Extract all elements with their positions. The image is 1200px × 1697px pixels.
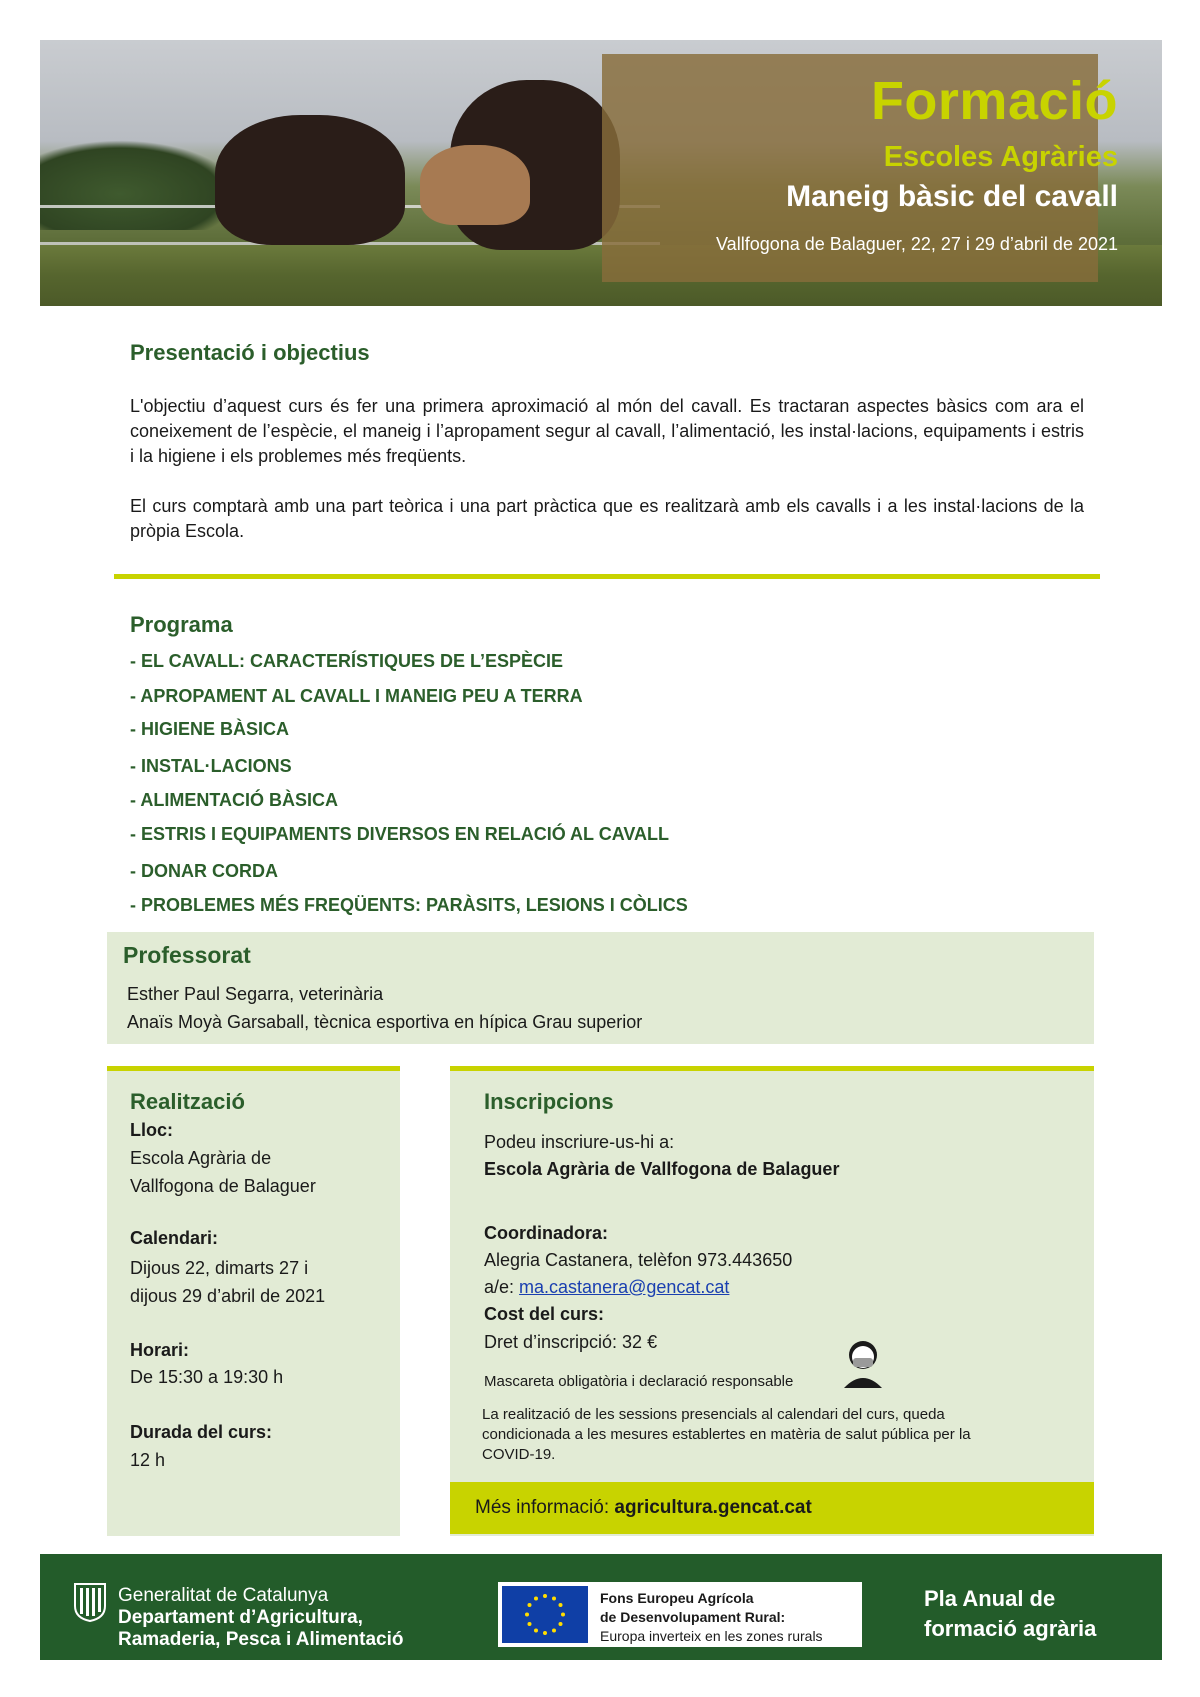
teacher-2: Anaïs Moyà Garsaball, tècnica esportiva en hípica Grau superior: [127, 1012, 643, 1032]
eu-fund-line-2: de Desenvolupament Rural:: [600, 1609, 786, 1625]
coordinator-label: Coordinadora:: [484, 1223, 608, 1243]
program-item: - APROPAMENT AL CAVALL I MANEIG PEU A TERRA: [130, 686, 583, 706]
presentation-heading: Presentació i objectius: [130, 340, 370, 365]
gov-name: Generalitat de Catalunya: [118, 1585, 329, 1606]
teachers-heading: Professorat: [123, 942, 251, 968]
mask-note: Mascareta obligatòria i declaració responsable: [484, 1373, 794, 1390]
registration-intro: Podeu inscriure-us-hi a:: [484, 1132, 675, 1152]
program-item: - EL CAVALL: CARACTERÍSTIQUES DE L’ESPÈCIE: [130, 651, 564, 671]
program-item: - ESTRIS I EQUIPAMENTS DIVERSOS EN RELACIÓ AL CAVALL: [130, 824, 670, 844]
presentation-paragraph-2: El curs comptarà amb una part teòrica i una part pràctica que es realitzarà amb els cavalls i a les instal·lacions de la pròpia Escola.: [130, 496, 1084, 541]
more-info-link[interactable]: agricultura.gencat.cat: [614, 1497, 812, 1518]
duration-label: Durada del curs:: [130, 1422, 273, 1442]
calendar-line-2: dijous 29 d’abril de 2021: [130, 1286, 326, 1306]
email-link[interactable]: ma.castanera@gencat.cat: [519, 1277, 730, 1297]
covid-note: La realització de les sessions presencials al calendari del curs, queda condicionada a les mesures establertes en matèria de salut pública per la COVID-19.: [482, 1406, 971, 1463]
realization-heading: Realització: [130, 1089, 245, 1114]
more-info-line: [475, 1497, 812, 1519]
header-title: Formació: [870, 71, 1118, 131]
program-item: - ALIMENTACIÓ BÀSICA: [130, 790, 338, 810]
registration-school: Escola Agrària de Vallfogona de Balaguer: [484, 1159, 840, 1179]
generalitat-logo-icon: [72, 1582, 108, 1622]
program-item: - HIGIENE BÀSICA: [130, 719, 290, 739]
coordinator-line: Alegria Castanera, telèfon 973.443650: [484, 1250, 793, 1270]
more-info-label: Més informació:: [475, 1497, 615, 1518]
plan-line-2: formació agrària: [924, 1616, 1097, 1641]
email-prefix: a/e:: [484, 1277, 520, 1297]
schedule-value: De 15:30 a 19:30 h: [130, 1367, 284, 1387]
eu-fund-line-1: Fons Europeu Agrícola: [600, 1590, 754, 1606]
program-heading: Programa: [130, 612, 233, 637]
cost-value: Dret d’inscripció: 32 €: [484, 1332, 658, 1352]
calendar-label: Calendari:: [130, 1228, 219, 1248]
duration-value: 12 h: [130, 1450, 166, 1470]
program-item: - DONAR CORDA: [130, 861, 278, 881]
plan-line-1: Pla Anual de: [924, 1586, 1056, 1611]
registration-heading: Inscripcions: [484, 1089, 614, 1114]
mask-person-icon: [840, 1338, 886, 1390]
calendar-line-1: Dijous 22, dimarts 27 i: [130, 1258, 309, 1278]
course-date-line: Vallfogona de Balaguer, 22, 27 i 29 d’abril de 2021: [716, 234, 1118, 254]
eu-flag-icon: [502, 1586, 588, 1643]
header-subtitle: Escoles Agràries: [883, 141, 1118, 173]
place-label: Lloc:: [130, 1120, 173, 1140]
schedule-label: Horari:: [130, 1340, 190, 1360]
department-line-2: Ramaderia, Pesca i Alimentació: [118, 1629, 404, 1650]
place-line-1: Escola Agrària de: [130, 1148, 272, 1168]
teacher-1: Esther Paul Segarra, veterinària: [127, 984, 384, 1004]
department-line-1: Departament d’Agricultura,: [118, 1607, 363, 1628]
course-title: Maneig bàsic del cavall: [786, 180, 1118, 213]
cost-label: Cost del curs:: [484, 1304, 605, 1324]
place-line-2: Vallfogona de Balaguer: [130, 1176, 316, 1196]
program-item: - INSTAL·LACIONS: [130, 756, 292, 776]
section-divider: [114, 574, 1100, 579]
eu-fund-line-3: Europa inverteix en les zones rurals: [600, 1628, 823, 1644]
presentation-paragraph-1: L'objectiu d’aquest curs és fer una primera aproximació al món del cavall. Es tractaran aspectes bàsics com ara el coneixement de l’espècie, el maneig i l’apropament segur al cavall, l’alimentació, les instal·lacions, equipaments i estris i la higiene i els problemes més freqüents.: [130, 396, 1084, 466]
program-item: - PROBLEMES MÉS FREQÜENTS: PARÀSITS, LESIONS I CÒLICS: [130, 895, 688, 915]
email-line: [484, 1273, 729, 1301]
